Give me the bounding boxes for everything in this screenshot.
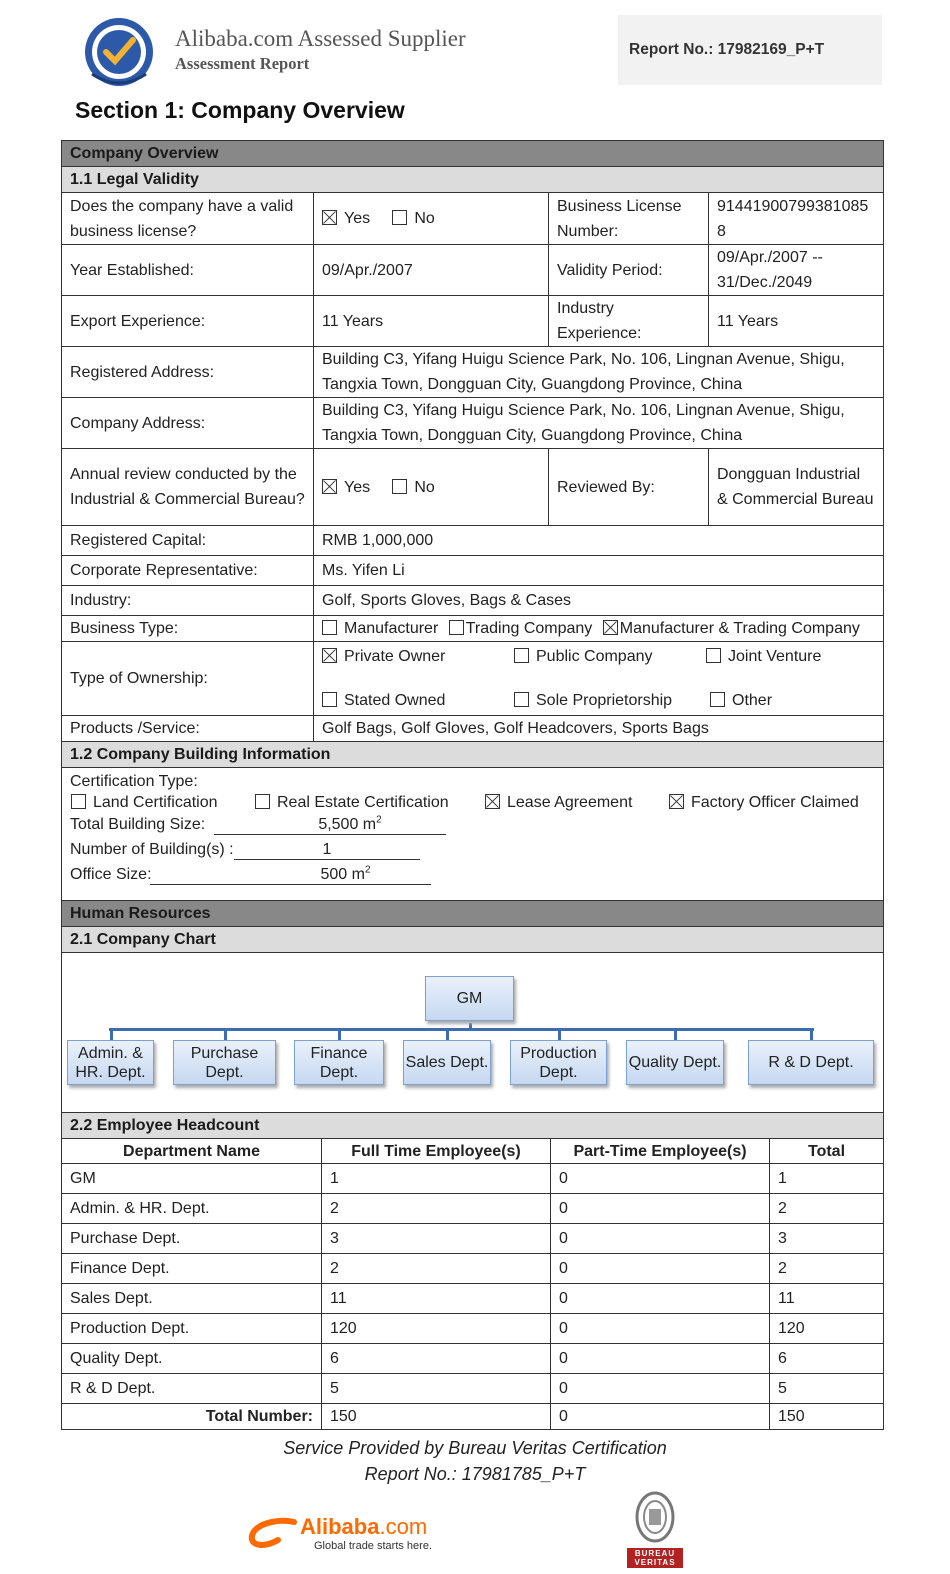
unchecked-checkbox-icon xyxy=(322,620,337,635)
table-cell: Production Dept. xyxy=(62,1314,322,1344)
footer-report-number: Report No.: 17981785_P+T xyxy=(364,1464,586,1484)
checked-checkbox-icon xyxy=(322,648,337,663)
table-cell: R & D Dept. xyxy=(62,1374,322,1404)
table-cell: Admin. & HR. Dept. xyxy=(62,1194,322,1224)
total-building-size-label: Total Building Size: xyxy=(70,816,206,833)
unchecked-checkbox-icon xyxy=(449,620,464,635)
column-header: Total xyxy=(770,1139,884,1164)
human-resources-bar: Human Resources xyxy=(62,901,884,927)
annual-review-question: Annual review conducted by the Industrial & Commercial Bureau? xyxy=(62,449,314,526)
industry: Golf, Sports Gloves, Bags & Cases xyxy=(314,586,884,616)
unchecked-checkbox-icon xyxy=(322,692,337,707)
checked-checkbox-icon xyxy=(322,479,337,494)
table-cell: 3 xyxy=(770,1224,884,1254)
table-row xyxy=(62,1344,884,1374)
connector-line xyxy=(810,1028,813,1040)
year-established-label: Year Established: xyxy=(62,245,314,296)
connector-line xyxy=(224,1028,227,1040)
employee-headcount-table xyxy=(61,1138,884,1430)
table-cell: 0 xyxy=(551,1194,770,1224)
table-row xyxy=(62,1284,884,1314)
checked-checkbox-icon xyxy=(669,794,684,809)
footer-service-provided: Service Provided by Bureau Veritas Certification xyxy=(283,1438,667,1458)
unchecked-checkbox-icon xyxy=(392,479,407,494)
assessed-supplier-seal-icon xyxy=(82,16,156,88)
bureau-veritas-logo xyxy=(627,1491,683,1567)
org-box-dept: Purchase Dept. xyxy=(173,1040,276,1085)
company-overview-table xyxy=(61,140,884,1139)
bureau-veritas-label: BUREAU VERITAS xyxy=(627,1548,683,1568)
number-of-buildings: 1 xyxy=(234,840,420,860)
org-box-dept: R & D Dept. xyxy=(748,1040,874,1085)
table-cell: Quality Dept. xyxy=(62,1344,322,1374)
company-chart-heading: 2.1 Company Chart xyxy=(62,927,884,953)
reviewed-by-label: Reviewed By: xyxy=(549,449,709,526)
connector-line xyxy=(674,1028,677,1040)
checked-checkbox-icon xyxy=(603,620,618,635)
org-box-dept: Production Dept. xyxy=(510,1040,607,1085)
checked-checkbox-icon xyxy=(322,210,337,225)
table-cell: 0 xyxy=(551,1314,770,1344)
employee-headcount-heading: 2.2 Employee Headcount xyxy=(62,1113,884,1139)
connector-line xyxy=(109,1028,814,1031)
table-cell: 0 xyxy=(551,1284,770,1314)
table-cell: 3 xyxy=(322,1224,551,1254)
table-row xyxy=(62,1314,884,1344)
legal-validity-heading: 1.1 Legal Validity xyxy=(62,167,884,193)
checked-checkbox-icon xyxy=(485,794,500,809)
company-overview-bar: Company Overview xyxy=(62,141,884,167)
unchecked-checkbox-icon xyxy=(710,692,725,707)
table-cell: 0 xyxy=(551,1374,770,1404)
table-row xyxy=(62,1194,884,1224)
alibaba-logo: Alibaba.com Global trade starts here. xyxy=(248,1512,458,1556)
unchecked-checkbox-icon xyxy=(255,794,270,809)
registered-address-label: Registered Address: xyxy=(62,347,314,398)
connector-line xyxy=(110,1028,113,1040)
table-row xyxy=(62,1254,884,1284)
org-box-dept: Admin. & HR. Dept. xyxy=(67,1040,154,1085)
connector-line xyxy=(558,1028,561,1040)
table-cell: 0 xyxy=(551,1164,770,1194)
table-cell: 1 xyxy=(770,1164,884,1194)
valid-license-question: Does the company have a valid business license? xyxy=(62,193,314,245)
table-cell: 2 xyxy=(770,1254,884,1284)
ownership-label: Type of Ownership: xyxy=(62,642,314,716)
company-address: Building C3, Yifang Huigu Science Park, No. 106, Lingnan Avenue, Shigu, Tangxia Town, Dongguan City, Guangdong Province, China xyxy=(314,398,884,449)
connector-line xyxy=(338,1028,341,1040)
section-title: Section 1: Company Overview xyxy=(75,97,405,123)
table-cell: 2 xyxy=(770,1194,884,1224)
unchecked-checkbox-icon xyxy=(514,648,529,663)
registered-capital: RMB 1,000,000 xyxy=(314,526,884,556)
bureau-veritas-seal-icon xyxy=(627,1491,683,1543)
business-type-options: Manufacturer Trading Company Manufacturer & Trading Company xyxy=(314,616,884,642)
validity-period: 09/Apr./2007 -- 31/Dec./2049 xyxy=(709,245,884,296)
column-header: Full Time Employee(s) xyxy=(322,1139,551,1164)
license-number: 91441900799381085 8 xyxy=(709,193,884,245)
total-building-size: 5,500 $m^2$ xyxy=(214,815,446,835)
table-cell: 120 xyxy=(322,1314,551,1344)
table-cell: 120 xyxy=(770,1314,884,1344)
products: Golf Bags, Golf Gloves, Golf Headcovers, Sports Bags xyxy=(314,716,884,742)
alibaba-swoosh-icon xyxy=(248,1516,300,1550)
table-cell: 2 xyxy=(322,1194,551,1224)
business-type-label: Business Type: xyxy=(62,616,314,642)
industry-label: Industry: xyxy=(62,586,314,616)
table-cell: 11 xyxy=(770,1284,884,1314)
corporate-representative: Ms. Yifen Li xyxy=(314,556,884,586)
table-cell: 0 xyxy=(551,1254,770,1284)
reviewed-by: Dongguan Industrial & Commercial Bureau xyxy=(709,449,884,526)
unchecked-checkbox-icon xyxy=(706,648,721,663)
year-established: 09/Apr./2007 xyxy=(314,245,549,296)
export-experience-label: Export Experience: xyxy=(62,296,314,347)
unchecked-checkbox-icon xyxy=(392,210,407,225)
building-info-block: Certification Type: Land Certification Real Estate Certification Lease Agreement Factory Officer Claimed Total Building Size: 5,500 $m^2$ Number of Building(s) : 1 Office Size: 500 $m^2$ xyxy=(62,768,884,901)
valid-license-answer: Yes No xyxy=(314,193,549,245)
header-title: Alibaba.com Assessed Supplier xyxy=(175,26,466,51)
table-row xyxy=(62,1164,884,1194)
alibaba-tagline: Global trade starts here. xyxy=(314,1540,433,1552)
table-cell: 5 xyxy=(770,1374,884,1404)
table-cell: 6 xyxy=(770,1344,884,1374)
table-cell: Finance Dept. xyxy=(62,1254,322,1284)
table-cell: Purchase Dept. xyxy=(62,1224,322,1254)
connector-line xyxy=(446,1028,449,1040)
table-cell: 11 xyxy=(322,1284,551,1314)
column-header: Part-Time Employee(s) xyxy=(551,1139,770,1164)
total-part-time: 0 xyxy=(551,1404,770,1430)
table-row xyxy=(62,1374,884,1404)
total-full-time: 150 xyxy=(322,1404,551,1430)
certification-type-label: Certification Type: xyxy=(70,773,198,790)
building-info-heading: 1.2 Company Building Information xyxy=(62,742,884,768)
table-row xyxy=(62,1224,884,1254)
company-address-label: Company Address: xyxy=(62,398,314,449)
registered-capital-label: Registered Capital: xyxy=(62,526,314,556)
header-subtitle: Assessment Report xyxy=(175,54,310,73)
table-cell: 5 xyxy=(322,1374,551,1404)
table-cell: 1 xyxy=(322,1164,551,1194)
industry-experience: 11 Years xyxy=(709,296,884,347)
org-chart xyxy=(62,953,883,1112)
report-number: Report No.: 17982169_P+T xyxy=(629,41,825,58)
total-number-label: Total Number: xyxy=(62,1404,322,1430)
number-of-buildings-label: Number of Building(s) : xyxy=(70,841,234,858)
table-cell: Sales Dept. xyxy=(62,1284,322,1314)
registered-address: Building C3, Yifang Huigu Science Park, No. 106, Lingnan Avenue, Shigu, Tangxia Town, Dongguan City, Guangdong Province, China xyxy=(314,347,884,398)
export-experience: 11 Years xyxy=(314,296,549,347)
org-box-dept: Finance Dept. xyxy=(294,1040,384,1085)
products-label: Products /Service: xyxy=(62,716,314,742)
report-number-box xyxy=(618,15,882,85)
ownership-options: Private Owner Public Company Joint Venture Stated Owned Sole Proprietorship Other xyxy=(314,642,884,716)
table-cell: 0 xyxy=(551,1224,770,1254)
total-all: 150 xyxy=(770,1404,884,1430)
office-size: 500 $m^2$ xyxy=(150,865,431,885)
industry-experience-label: Industry Experience: xyxy=(549,296,709,347)
org-box-dept: Sales Dept. xyxy=(403,1040,491,1085)
table-cell: 0 xyxy=(551,1344,770,1374)
unchecked-checkbox-icon xyxy=(71,794,86,809)
table-cell: GM xyxy=(62,1164,322,1194)
annual-review-answer: Yes No xyxy=(314,449,549,526)
validity-period-label: Validity Period: xyxy=(549,245,709,296)
office-size-label: Office Size: xyxy=(70,866,152,883)
org-box-gm: GM xyxy=(425,976,514,1021)
org-box-dept: Quality Dept. xyxy=(626,1040,724,1085)
column-header: Department Name xyxy=(62,1139,322,1164)
license-number-label: Business License Number: xyxy=(549,193,709,245)
table-cell: 6 xyxy=(322,1344,551,1374)
company-chart-area xyxy=(62,953,884,1113)
table-cell: 2 xyxy=(322,1254,551,1284)
corporate-representative-label: Corporate Representative: xyxy=(62,556,314,586)
unchecked-checkbox-icon xyxy=(514,692,529,707)
